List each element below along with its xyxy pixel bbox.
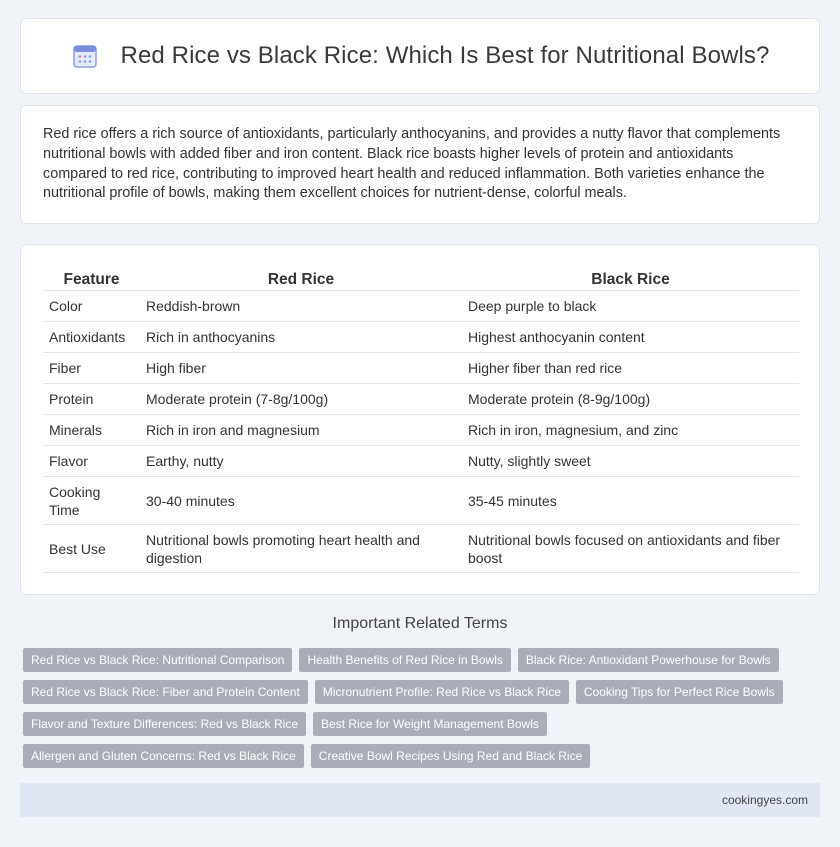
feature-cell: Antioxidants xyxy=(43,322,140,353)
black-rice-cell: Rich in iron, magnesium, and zinc xyxy=(462,415,799,446)
red-rice-cell: Rich in iron and magnesium xyxy=(140,415,462,446)
intro-card xyxy=(20,105,820,224)
title-card xyxy=(20,18,820,94)
red-rice-cell: Rich in anthocyanins xyxy=(140,322,462,353)
footer xyxy=(20,783,820,817)
header-red-rice: Red Rice xyxy=(140,265,462,291)
header-black-rice: Black Rice xyxy=(462,265,799,291)
comparison-table xyxy=(43,265,799,573)
tag-row xyxy=(23,712,823,736)
red-rice-cell: Reddish-brown xyxy=(140,291,462,322)
feature-cell: Protein xyxy=(43,384,140,415)
comparison-card xyxy=(20,244,820,595)
related-term-tag[interactable]: Cooking Tips for Perfect Rice Bowls xyxy=(576,680,783,704)
tag-row xyxy=(23,648,823,672)
table-row xyxy=(43,477,799,525)
black-rice-cell: Higher fiber than red rice xyxy=(462,353,799,384)
tag-row xyxy=(23,744,823,768)
calendar-icon xyxy=(71,42,99,70)
red-rice-cell: Earthy, nutty xyxy=(140,446,462,477)
related-term-tag[interactable]: Health Benefits of Red Rice in Bowls xyxy=(299,648,510,672)
table-row xyxy=(43,353,799,384)
black-rice-cell: Moderate protein (8-9g/100g) xyxy=(462,384,799,415)
feature-cell: Flavor xyxy=(43,446,140,477)
related-term-tag[interactable]: Black Rice: Antioxidant Powerhouse for Bowls xyxy=(518,648,779,672)
feature-cell: Color xyxy=(43,291,140,322)
feature-cell: Minerals xyxy=(43,415,140,446)
red-rice-cell: 30-40 minutes xyxy=(140,477,462,525)
black-rice-cell: Deep purple to black xyxy=(462,291,799,322)
table-row xyxy=(43,446,799,477)
table-row xyxy=(43,415,799,446)
footer-site-link[interactable]: cookingyes.com xyxy=(721,793,808,807)
table-row xyxy=(43,291,799,322)
related-term-tag[interactable]: Micronutrient Profile: Red Rice vs Black Rice xyxy=(315,680,569,704)
table-row xyxy=(43,384,799,415)
related-term-tag[interactable]: Red Rice vs Black Rice: Fiber and Protein Content xyxy=(23,680,308,704)
intro-text: Red rice offers a rich source of antioxidants, particularly anthocyanins, and provides a nutty flavor that complements nutritional bowls with added fiber and iron content. Black rice boasts higher levels of protein and antioxidants compared to red rice, contributing to improved heart health and reduced inflammation. Both varieties enhance the nutritional profile of bowls, making them excellent choices for nutrient-dense, colorful meals. xyxy=(43,126,781,202)
tag-row xyxy=(23,680,823,704)
related-term-tag[interactable]: Allergen and Gluten Concerns: Red vs Black Rice xyxy=(23,744,304,768)
related-term-tag[interactable]: Flavor and Texture Differences: Red vs Black Rice xyxy=(23,712,306,736)
feature-cell: Cooking Time xyxy=(43,477,140,525)
feature-cell: Fiber xyxy=(43,353,140,384)
related-term-tag[interactable]: Red Rice vs Black Rice: Nutritional Comparison xyxy=(23,648,292,672)
red-rice-cell: Nutritional bowls promoting heart health and digestion xyxy=(140,525,462,573)
black-rice-cell: Nutritional bowls focused on antioxidants and fiber boost xyxy=(462,525,799,573)
black-rice-cell: 35-45 minutes xyxy=(462,477,799,525)
black-rice-cell: Nutty, slightly sweet xyxy=(462,446,799,477)
red-rice-cell: High fiber xyxy=(140,353,462,384)
table-row xyxy=(43,525,799,573)
table-header-row xyxy=(43,265,799,291)
related-terms-list xyxy=(23,648,823,776)
related-terms-heading: Important Related Terms xyxy=(332,615,508,632)
header-feature: Feature xyxy=(43,265,140,291)
page-title: Red Rice vs Black Rice: Which Is Best for Nutritional Bowls? xyxy=(120,42,770,69)
related-term-tag[interactable]: Best Rice for Weight Management Bowls xyxy=(313,712,547,736)
black-rice-cell: Highest anthocyanin content xyxy=(462,322,799,353)
table-row xyxy=(43,322,799,353)
feature-cell: Best Use xyxy=(43,525,140,573)
related-term-tag[interactable]: Creative Bowl Recipes Using Red and Black Rice xyxy=(311,744,590,768)
red-rice-cell: Moderate protein (7-8g/100g) xyxy=(140,384,462,415)
